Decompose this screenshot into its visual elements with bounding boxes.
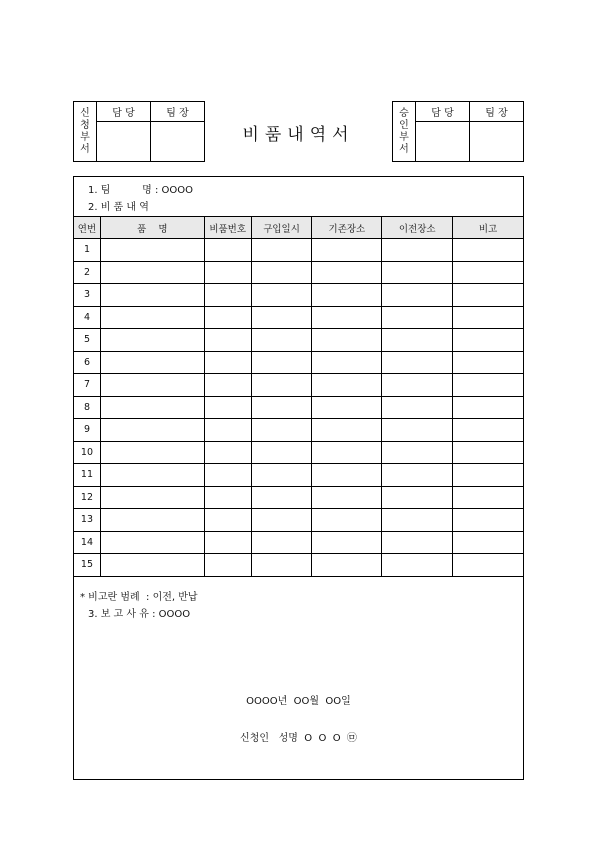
row-new-location[interactable] <box>382 554 453 577</box>
row-new-location[interactable] <box>382 396 453 419</box>
row-new-location[interactable] <box>382 239 453 262</box>
row-seq: 5 <box>74 329 101 352</box>
header-remarks: 비고 <box>453 217 524 239</box>
row-new-location[interactable] <box>382 329 453 352</box>
row-asset-number[interactable] <box>204 486 251 509</box>
row-new-location[interactable] <box>382 261 453 284</box>
row-purchase-date[interactable] <box>251 486 312 509</box>
row-current-location[interactable] <box>312 441 382 464</box>
row-remarks[interactable] <box>453 374 524 397</box>
row-current-location[interactable] <box>312 239 382 262</box>
row-remarks[interactable] <box>453 351 524 374</box>
row-remarks[interactable] <box>453 261 524 284</box>
row-asset-number[interactable] <box>204 306 251 329</box>
approval-col-team-leader: 팀 장 <box>470 102 524 122</box>
table-row <box>74 464 524 487</box>
row-remarks[interactable] <box>453 554 524 577</box>
remarks-legend: * 비고란 범례 : 이전, 반납 <box>80 592 198 603</box>
row-current-location[interactable] <box>312 329 382 352</box>
table-row <box>74 531 524 554</box>
items-table <box>73 216 524 577</box>
row-seq: 2 <box>74 261 101 284</box>
approval-col-staff: 담 당 <box>416 102 470 122</box>
approval-col-staff: 담 당 <box>97 102 151 122</box>
row-new-location[interactable] <box>382 419 453 442</box>
approval-sign-team-leader[interactable] <box>151 122 205 162</box>
row-seq: 11 <box>74 464 101 487</box>
table-row <box>74 441 524 464</box>
header-item-name: 품 명 <box>100 217 204 239</box>
row-seq: 14 <box>74 531 101 554</box>
row-current-location[interactable] <box>312 531 382 554</box>
team-name-line: 1. 팀 명 : OOOO <box>88 185 194 196</box>
row-item-name[interactable] <box>100 306 204 329</box>
row-current-location[interactable] <box>312 396 382 419</box>
applicant-signature-line: 신청인 성명 O O O ㉤ <box>240 733 357 744</box>
row-new-location[interactable] <box>382 351 453 374</box>
row-purchase-date[interactable] <box>251 441 312 464</box>
row-remarks[interactable] <box>453 396 524 419</box>
row-purchase-date[interactable] <box>251 464 312 487</box>
row-remarks[interactable] <box>453 441 524 464</box>
row-item-name[interactable] <box>100 419 204 442</box>
row-seq: 9 <box>74 419 101 442</box>
header-asset-number: 비품번호 <box>204 217 251 239</box>
row-purchase-date[interactable] <box>251 396 312 419</box>
document-title: 비품내역서 <box>242 125 355 145</box>
row-remarks[interactable] <box>453 284 524 307</box>
row-purchase-date[interactable] <box>251 284 312 307</box>
row-item-name[interactable] <box>100 351 204 374</box>
header-current-location: 기존장소 <box>312 217 382 239</box>
row-purchase-date[interactable] <box>251 239 312 262</box>
row-remarks[interactable] <box>453 419 524 442</box>
row-item-name[interactable] <box>100 396 204 419</box>
row-purchase-date[interactable] <box>251 329 312 352</box>
row-asset-number[interactable] <box>204 261 251 284</box>
table-row <box>74 486 524 509</box>
row-purchase-date[interactable] <box>251 419 312 442</box>
row-item-name[interactable] <box>100 464 204 487</box>
row-current-location[interactable] <box>312 284 382 307</box>
row-current-location[interactable] <box>312 464 382 487</box>
table-row <box>74 419 524 442</box>
row-remarks[interactable] <box>453 239 524 262</box>
row-new-location[interactable] <box>382 284 453 307</box>
row-purchase-date[interactable] <box>251 554 312 577</box>
row-seq: 15 <box>74 554 101 577</box>
row-seq: 7 <box>74 374 101 397</box>
row-new-location[interactable] <box>382 306 453 329</box>
row-seq: 12 <box>74 486 101 509</box>
table-row <box>74 284 524 307</box>
row-new-location[interactable] <box>382 509 453 532</box>
row-seq: 1 <box>74 239 101 262</box>
row-item-name[interactable] <box>100 486 204 509</box>
row-seq: 6 <box>74 351 101 374</box>
approving-dept-approval-box <box>392 101 524 162</box>
row-purchase-date[interactable] <box>251 531 312 554</box>
row-seq: 10 <box>74 441 101 464</box>
row-purchase-date[interactable] <box>251 306 312 329</box>
row-asset-number[interactable] <box>204 531 251 554</box>
row-current-location[interactable] <box>312 351 382 374</box>
row-purchase-date[interactable] <box>251 351 312 374</box>
row-current-location[interactable] <box>312 554 382 577</box>
row-asset-number[interactable] <box>204 419 251 442</box>
row-seq: 8 <box>74 396 101 419</box>
row-remarks[interactable] <box>453 464 524 487</box>
row-item-name[interactable] <box>100 374 204 397</box>
row-purchase-date[interactable] <box>251 374 312 397</box>
approval-sign-staff[interactable] <box>97 122 151 162</box>
row-seq: 4 <box>74 306 101 329</box>
row-current-location[interactable] <box>312 374 382 397</box>
row-asset-number[interactable] <box>204 284 251 307</box>
row-current-location[interactable] <box>312 306 382 329</box>
table-row <box>74 239 524 262</box>
table-row <box>74 329 524 352</box>
row-new-location[interactable] <box>382 374 453 397</box>
header-purchase-date: 구입일시 <box>251 217 312 239</box>
approval-col-team-leader: 팀 장 <box>151 102 205 122</box>
row-new-location[interactable] <box>382 441 453 464</box>
row-asset-number[interactable] <box>204 351 251 374</box>
row-purchase-date[interactable] <box>251 261 312 284</box>
row-item-name[interactable] <box>100 441 204 464</box>
row-asset-number[interactable] <box>204 554 251 577</box>
row-remarks[interactable] <box>453 531 524 554</box>
approval-sign-team-leader[interactable] <box>470 122 524 162</box>
table-header-row <box>74 217 524 239</box>
approving-dept-label: 승인부서 <box>393 102 416 162</box>
row-item-name[interactable] <box>100 554 204 577</box>
row-item-name[interactable] <box>100 261 204 284</box>
header-new-location: 이전장소 <box>382 217 453 239</box>
row-current-location[interactable] <box>312 486 382 509</box>
row-remarks[interactable] <box>453 306 524 329</box>
row-item-name[interactable] <box>100 531 204 554</box>
applicant-dept-label: 신청부서 <box>74 102 97 162</box>
row-item-name[interactable] <box>100 509 204 532</box>
row-remarks[interactable] <box>453 486 524 509</box>
row-asset-number[interactable] <box>204 509 251 532</box>
row-item-name[interactable] <box>100 329 204 352</box>
row-item-name[interactable] <box>100 239 204 262</box>
row-new-location[interactable] <box>382 464 453 487</box>
table-row <box>74 306 524 329</box>
row-item-name[interactable] <box>100 284 204 307</box>
applicant-dept-approval-box <box>73 101 205 162</box>
items-section-heading: 2. 비 품 내 역 <box>88 202 149 213</box>
row-seq: 3 <box>74 284 101 307</box>
row-remarks[interactable] <box>453 329 524 352</box>
row-asset-number[interactable] <box>204 396 251 419</box>
row-asset-number[interactable] <box>204 441 251 464</box>
row-asset-number[interactable] <box>204 329 251 352</box>
row-asset-number[interactable] <box>204 464 251 487</box>
report-reason: 3. 보 고 사 유 : OOOO <box>88 609 191 620</box>
row-seq: 13 <box>74 509 101 532</box>
row-current-location[interactable] <box>312 509 382 532</box>
header-seq: 연번 <box>74 217 101 239</box>
row-new-location[interactable] <box>382 486 453 509</box>
table-row <box>74 374 524 397</box>
row-current-location[interactable] <box>312 261 382 284</box>
table-row <box>74 509 524 532</box>
table-row <box>74 396 524 419</box>
table-row <box>74 554 524 577</box>
date-line: OOOO년 OO월 OO일 <box>246 696 351 707</box>
row-current-location[interactable] <box>312 419 382 442</box>
row-new-location[interactable] <box>382 531 453 554</box>
row-purchase-date[interactable] <box>251 509 312 532</box>
table-row <box>74 351 524 374</box>
row-remarks[interactable] <box>453 509 524 532</box>
approval-sign-staff[interactable] <box>416 122 470 162</box>
row-asset-number[interactable] <box>204 239 251 262</box>
table-row <box>74 261 524 284</box>
row-asset-number[interactable] <box>204 374 251 397</box>
